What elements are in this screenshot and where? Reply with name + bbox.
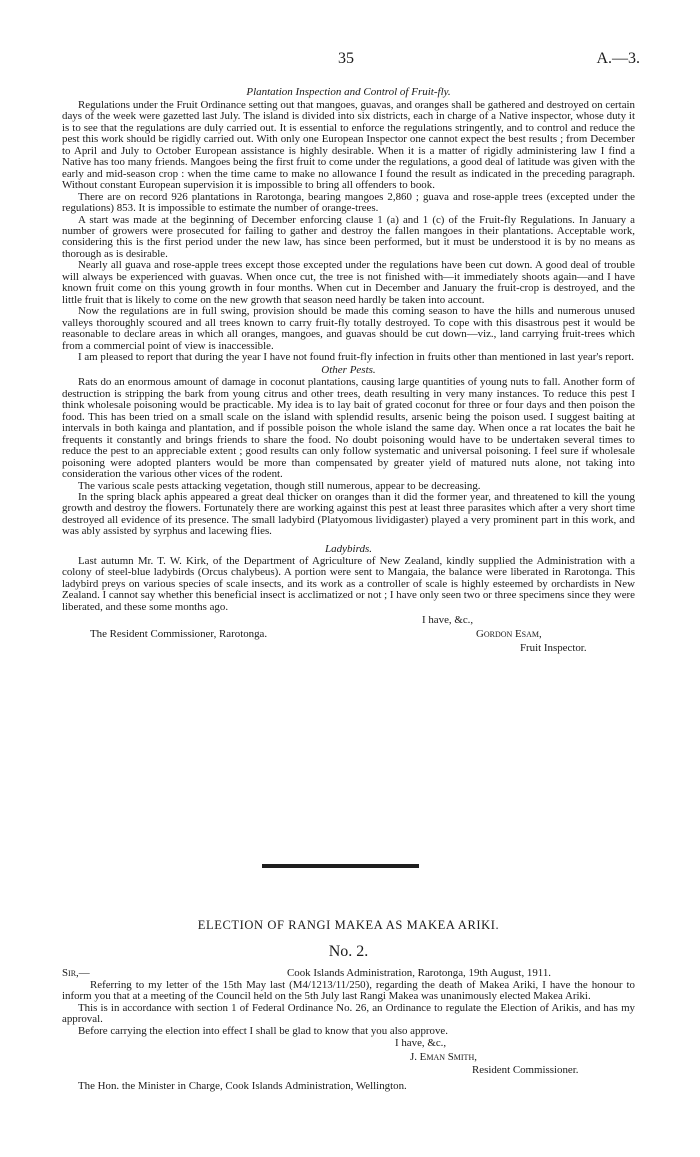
signer-title: Resident Commissioner. xyxy=(472,1064,579,1077)
section-divider xyxy=(262,864,419,868)
section-heading-fruit-fly: Plantation Inspection and Control of Fruit-fly. xyxy=(246,86,451,98)
page-header xyxy=(0,0,700,40)
election-letter xyxy=(62,918,635,1093)
closing: I have, &c., xyxy=(422,614,474,627)
signature-block xyxy=(62,1037,635,1081)
letter-title: ELECTION OF RANGI MAKEA AS MAKEA ARIKI. xyxy=(197,918,500,932)
paragraph: Rats do an enormous amount of damage in coconut plantations, causing large quantities of young nuts to fall. Another form of destruction is stripping the bark from young citrus and other trees, death resulting in very many instances. To reduce this pest I think wholesale poisoning would be practicable. My idea is to lay bait of grated coconut for three or four days and then poison the food. This has been tried on a small scale on the island with splendid results, arsenic being the poison used. I suggest baiting at intervals in both kainga and plantation, and if possible poison the whole island the same day. When once a rat locates the bait he frequents it constantly and brings friends to share the food. No doubt poisoning would have to be undertaken several times to reduce the pest to an appreciable extent ; good results can only follow systematic and universal poisoning. I feel sure if wholesale poisoning were adopted planters would be more than compensated by greater yield of matured nuts alone, not taking into consideration the various other vices of the rodent. xyxy=(62,376,635,481)
paragraph: A start was made at the beginning of December enforcing clause 1 (a) and 1 (c) of the Fruit-fly Regulations. In January a number of growers were prosecuted for failing to gather and destroy the fallen mangoes in their plantations. Acceptable work, considering this is the first period under the new law, has since been performed, but it must be understood it is by no means as thorough as is desirable. xyxy=(62,213,635,260)
signer-name: Gordon Esam, xyxy=(476,628,542,641)
signer-title: Fruit Inspector. xyxy=(520,642,587,655)
closing: I have, &c., xyxy=(395,1037,447,1050)
letter-number: No. 2. xyxy=(328,943,369,960)
signer-name: J. Eman Smith, xyxy=(410,1051,477,1064)
page-number: 35 xyxy=(338,50,354,67)
paragraph: This is in accordance with section 1 of Federal Ordinance No. 26, an Ordinance to regulate the Election of Arikis, and has my approval. xyxy=(62,1001,635,1026)
paragraph: The various scale pests attacking vegetation, though still numerous, appear to be decreasing. xyxy=(78,479,481,492)
paragraph: Last autumn Mr. T. W. Kirk, of the Department of Agriculture of New Zealand, kindly supplied the Administration with a colony of steel-blue ladybirds (Orcus chalybeus). A portion were sent to Mangaia, the balance were liberated in Rarotonga. This ladybird preys on various species of scale insects, and its work as a controller of scale is highly esteemed by orchardists in New Zealand. I cannot say whether this beneficial insect is acclimatized or not ; I have only seen two or three specimens since they were liberated, and these some months ago. xyxy=(62,554,635,613)
signature-block xyxy=(62,613,635,659)
paragraph: Regulations under the Fruit Ordinance setting out that mangoes, guavas, and oranges shall be gathered and destroyed on certain days of the week were gazetted last July. The island is divided into six districts, each in charge of a Native inspector, whose duty it is to see that the regulations are duly carried out. It is essential to enforce the regulations stringently, and to control and reduce the pest this work should be rigidly carried out. With only one European Inspector one cannot expect the best results ; from December to April and July to October European assistance is highly desirable. When it is a matter of rigidly administering law I find a Native has too many friends. Mangoes being the first fruit to come under the regulations, a good deal of latitude was given with the early and mid-season crop : when the time came to make no allowance I found the result as indicated in the preceding paragraph. Without constant European supervision it is impossible to bring all offenders to book. xyxy=(62,99,635,192)
paragraph: Now the regulations are in full swing, provision should be made this coming season to have the hills and numerous unused valleys thoroughly scoured and all trees known to carry fruit-fly totally destroyed. To cope with this disastrous pest it would be reasonable to declare areas in which all oranges, mangoes, and guavas should be cut down—viz., land carrying fruit-trees which from a commercial point of view is inaccessible. xyxy=(62,305,635,352)
paragraph: Referring to my letter of the 15th May last (M4/1213/11/250), regarding the death of Makea Ariki, I have the honour to inform you that at a meeting of the Council held on the 5th July last Rangi Makea was unanimously elected Makea Ariki. xyxy=(62,979,635,1003)
section-heading-ladybirds: Ladybirds. xyxy=(325,542,372,555)
document-reference: A.—3. xyxy=(596,50,640,67)
paragraph: In the spring black aphis appeared a great deal thicker on oranges than it did the former year, and threatened to kill the young growth and destroy the flowers. Fortunately there are working against this pest at least three parasites which after a very short time destroyed all evidence of its presence. The small ladybird (Platyomous lividigaster) played a very prominent part in this work, and was ably assisted by syrphus and lacewing flies. xyxy=(62,490,635,538)
paragraph: I am pleased to report that during the year I have not found fruit-fly infection in fruits other than mentioned in last year's report. xyxy=(78,350,635,363)
paragraph: Nearly all guava and rose-apple trees except those excepted under the regulations have been cut down. A good deal of trouble will always be experienced with guavas. When once cut, the tree is not finished with—it immediately shoots again—and I have known fruit come on this young growth in four months. When cut in December and January the fruit-crop is destroyed, and the little fruit that is likely to come on the new growth that season need hardly be taken into account. xyxy=(62,259,635,306)
addressee: The Resident Commissioner, Rarotonga. xyxy=(90,628,268,641)
dateline-row xyxy=(62,967,635,980)
paragraph: Before carrying the election into effect I shall be glad to know that you also approve. xyxy=(78,1024,448,1037)
salutation: Sir,— xyxy=(62,967,90,979)
paragraph: There are on record 926 plantations in Rarotonga, bearing mangoes 2,860 ; guava and rose-apple trees (excepted under the regulations) 853. It is impossible to estimate the number of orange-trees. xyxy=(62,190,635,215)
section-heading-other-pests: Other Pests. xyxy=(321,364,376,377)
addressee: The Hon. the Minister in Charge, Cook Islands Administration, Wellington. xyxy=(78,1080,407,1093)
dateline: Cook Islands Administration, Rarotonga, 19th August, 1911. xyxy=(287,967,551,979)
report-body xyxy=(62,85,635,659)
